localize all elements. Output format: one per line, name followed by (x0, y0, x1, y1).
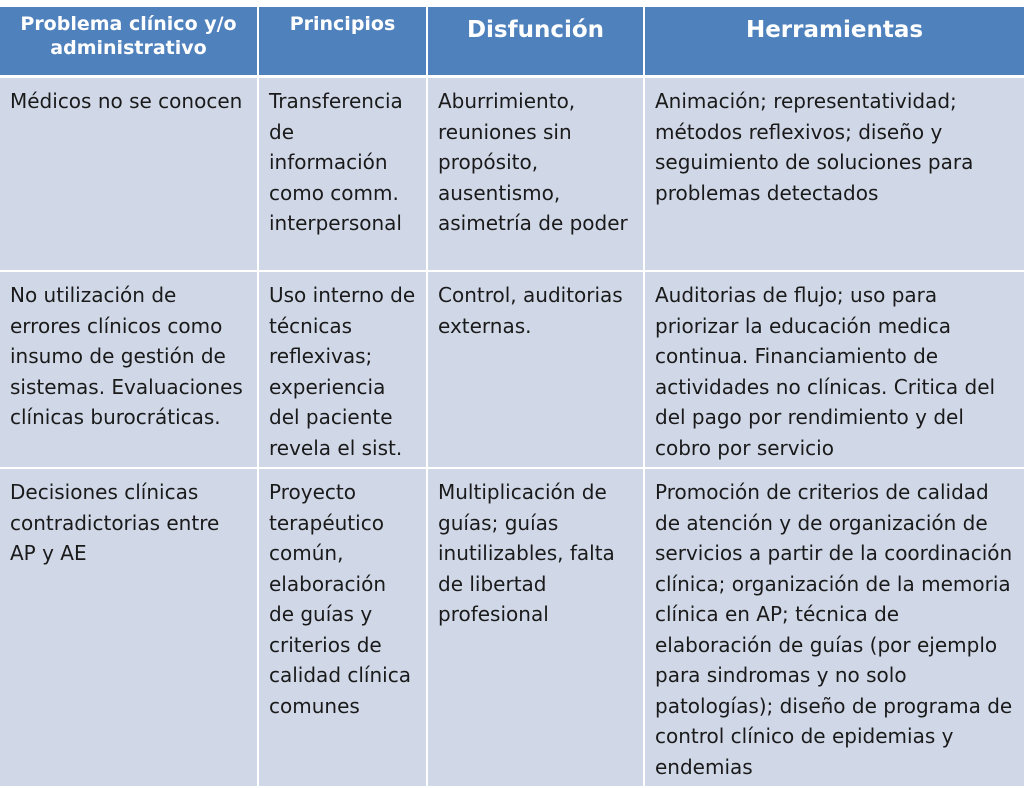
header-problema: Problema clínico y/o administrativo (0, 7, 258, 77)
table-row (0, 271, 1024, 468)
table-row (0, 77, 1024, 272)
cell-problema: Decisiones clínicas contradictorias entre AP y AE (0, 468, 258, 787)
cell-principios: Proyecto terapéutico común, elaboración de guías y criterios de calidad clínica comunes (258, 468, 427, 787)
content-area (0, 7, 1024, 788)
cell-problema: No utilización de errores clínicos como insumo de gestión de sistemas. Evaluaciones clínicas burocráticas. (0, 271, 258, 468)
comparison-table (0, 7, 1024, 788)
header-row (0, 7, 1024, 77)
cell-herramientas: Promoción de criterios de calidad de atención y de organización de servicios a partir de la coordinación clínica; organización de la memoria clínica en AP; técnica de elaboración de guías (por ejemplo para sindromas y no solo patologías); diseño de programa de control clínico de epidemias y endemias (644, 468, 1024, 787)
cell-disfuncion: Control, auditorias externas. (427, 271, 644, 468)
cell-disfuncion: Multiplicación de guías; guías inutilizables, falta de libertad profesional (427, 468, 644, 787)
table-body (0, 77, 1024, 788)
cell-problema: Médicos no se conocen (0, 77, 258, 272)
header-herramientas: Herramientas (644, 7, 1024, 77)
table-row (0, 468, 1024, 787)
cell-disfuncion: Aburrimiento, reuniones sin propósito, ausentismo, asimetría de poder (427, 77, 644, 272)
cell-principios: Transferencia de información como comm. interpersonal (258, 77, 427, 272)
cell-herramientas: Auditorias de flujo; uso para priorizar la educación medica continua. Financiamiento de actividades no clínicas. Critica del del pago por rendimiento y del cobro por servicio (644, 271, 1024, 468)
cell-herramientas: Animación; representatividad; métodos reflexivos; diseño y seguimiento de soluciones para problemas detectados (644, 77, 1024, 272)
header-disfuncion: Disfunción (427, 7, 644, 77)
header-principios: Principios (258, 7, 427, 77)
table-header (0, 7, 1024, 77)
cell-principios: Uso interno de técnicas reflexivas; experiencia del paciente revela el sist. (258, 271, 427, 468)
